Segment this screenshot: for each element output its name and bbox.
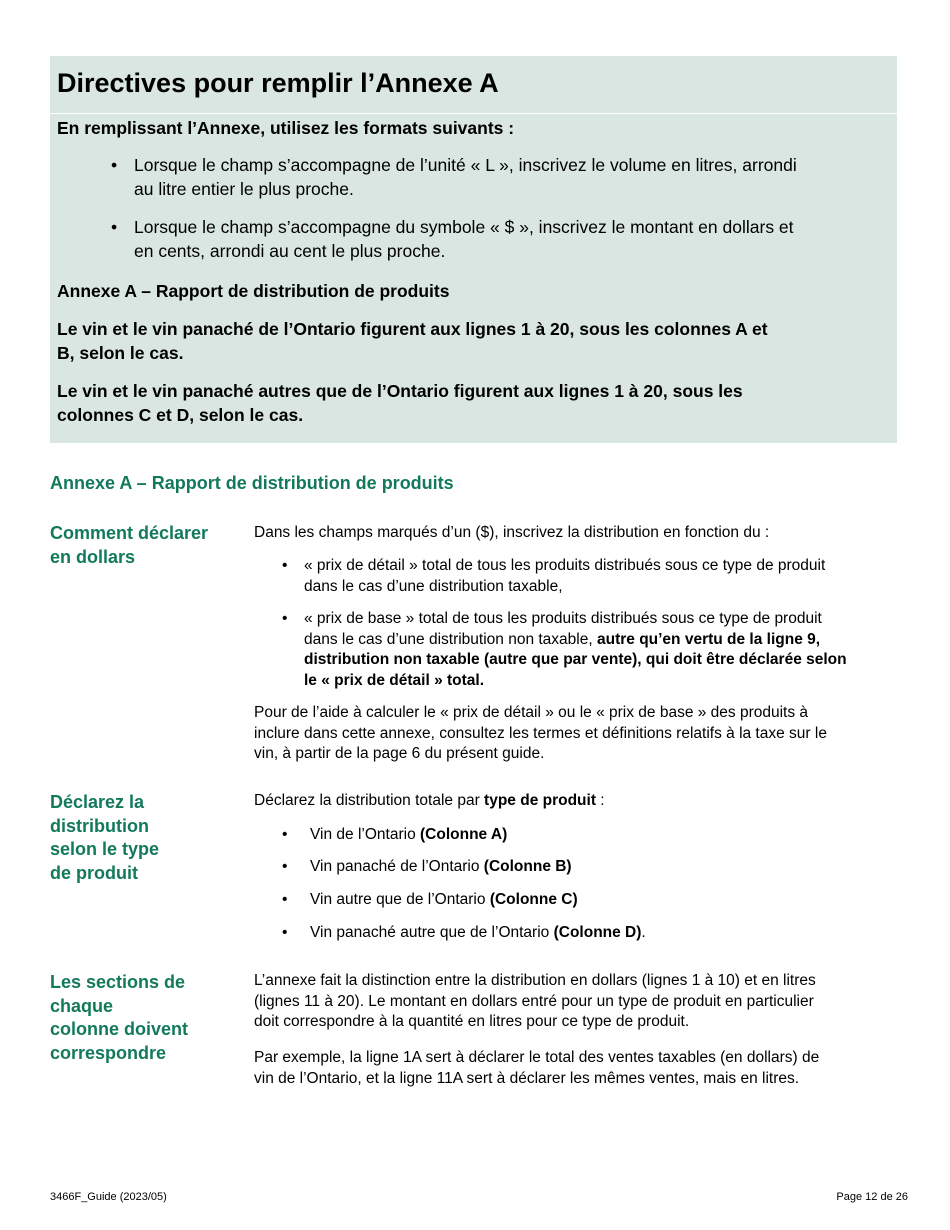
bullet-line: le « prix de détail » total.	[304, 671, 485, 689]
bullet-line	[304, 630, 904, 651]
side-label-line: chaque	[50, 995, 114, 1016]
intro-end: :	[596, 792, 605, 809]
side-label-dollars	[50, 522, 225, 569]
section-heading: Annexe A – Rapport de distribution de produits	[50, 473, 454, 493]
product-name: Vin autre que de l’Ontario	[310, 891, 490, 908]
bullet-line: au litre entier le plus proche.	[134, 179, 354, 199]
bullet-line: dans le cas d’une distribution taxable,	[304, 577, 563, 595]
retail-price-bullet	[282, 556, 904, 597]
bullet-bold-text: autre qu’en vertu de la ligne 9,	[596, 630, 821, 648]
column-ref: (Colonne B)	[483, 858, 572, 875]
base-price-bullet	[282, 609, 904, 691]
bullet-line: « prix de détail » total de tous les produits distribués sous ce type de produit	[304, 557, 826, 574]
note-line: vin, à partir de la page 6 du présent guide.	[254, 745, 545, 762]
product-name: Vin panaché de l’Ontario	[310, 858, 484, 875]
item-end: .	[641, 924, 646, 941]
paragraph-line: doit correspondre à la quantité en litres pour ce type de produit.	[254, 1013, 690, 1030]
side-label-line: Comment déclarer	[50, 523, 209, 543]
column-ref: (Colonne C)	[489, 891, 578, 908]
side-label-line: colonne doivent	[50, 1019, 189, 1039]
bullet-line: en cents, arrondi au cent le plus proche.	[134, 241, 446, 261]
bullet-dot: •	[282, 826, 288, 843]
paragraph-line: colonnes C et D, selon le cas.	[57, 405, 304, 425]
instructions-box	[50, 56, 897, 443]
paragraph-line: Le vin et le vin panaché autres que de l’Ontario figurent aux lignes 1 à 20, sous les	[57, 381, 743, 401]
page-number: Page 12 de 26	[836, 1191, 908, 1203]
paragraph-line: L’annexe fait la distinction entre la distribution en dollars (lignes 1 à 10) et en litres	[254, 972, 816, 989]
format-bullet-litres	[111, 153, 884, 201]
side-label-product-type	[50, 791, 225, 885]
bullet-dot: •	[282, 858, 288, 875]
sections-paragraph-2	[254, 1048, 904, 1089]
side-label-line: Les sections de	[50, 972, 186, 992]
bullet-dot: •	[282, 610, 288, 627]
bullet-line: Lorsque le champ s’accompagne de l’unité « L », inscrivez le volume en litres, arrondi	[134, 155, 797, 175]
note-line: Pour de l’aide à calculer le « prix de détail » ou le « prix de base » des produits à	[254, 704, 809, 721]
price-help-note	[254, 703, 904, 765]
column-ref: (Colonne D)	[553, 924, 642, 941]
bullet-line: « prix de base » total de tous les produits distribués sous ce type de produit	[304, 610, 822, 627]
product-type-intro	[254, 791, 904, 812]
bullet-text: dans le cas d’une distribution non taxable,	[304, 630, 597, 648]
intro-bold-text: type de produit	[484, 792, 596, 809]
product-item	[282, 857, 910, 878]
format-bullet-dollars	[111, 215, 884, 263]
bullet-line: Lorsque le champ s’accompagne du symbole « $ », inscrivez le montant en dollars et	[134, 217, 794, 237]
side-label-line: selon le type	[50, 839, 160, 859]
product-item	[282, 890, 910, 911]
side-label-line: correspondre	[50, 1042, 167, 1063]
dollars-intro: Dans les champs marqués d’un ($), inscrivez la distribution en fonction du :	[254, 524, 770, 541]
bullet-dot: •	[282, 557, 288, 574]
column-ref: (Colonne A)	[420, 826, 508, 843]
bullet-dot: •	[282, 891, 288, 908]
side-label-sections	[50, 971, 225, 1065]
ontario-wine-paragraph	[57, 317, 877, 365]
bullet-dot: •	[282, 924, 288, 941]
paragraph-line: vin de l’Ontario, et la ligne 11A sert à déclarer les mêmes ventes, mais en litres.	[254, 1069, 800, 1087]
paragraph-line: (lignes 11 à 20). Le montant en dollars entré pour un type de produit en particulier	[254, 992, 814, 1010]
side-label-line: en dollars	[50, 546, 136, 567]
annex-title: Annexe A – Rapport de distribution de produits	[57, 281, 450, 301]
product-name: Vin de l’Ontario	[310, 826, 420, 843]
note-line: inclure dans cette annexe, consultez les termes et définitions relatifs à la taxe sur le	[254, 724, 827, 742]
side-label-line: de produit	[50, 862, 138, 883]
paragraph-line: Le vin et le vin panaché de l’Ontario figurent aux lignes 1 à 20, sous les colonnes A et	[57, 319, 768, 339]
side-label-line: Déclarez la	[50, 792, 145, 812]
bullet-dot: •	[111, 155, 118, 175]
side-label-line: distribution	[50, 815, 149, 836]
product-name: Vin panaché autre que de l’Ontario	[310, 924, 554, 941]
form-id: 3466F_Guide (2023/05)	[50, 1191, 167, 1203]
sections-paragraph-1	[254, 971, 904, 1033]
product-item	[282, 923, 910, 944]
bullet-dot: •	[111, 217, 118, 237]
non-ontario-wine-paragraph	[57, 379, 877, 427]
paragraph-line: Par exemple, la ligne 1A sert à déclarer le total des ventes taxables (en dollars) de	[254, 1049, 820, 1066]
instructions-title-row	[50, 56, 897, 114]
formats-intro: En remplissant l’Annexe, utilisez les formats suivants :	[57, 118, 515, 138]
product-item	[282, 825, 910, 846]
intro-text: Déclarez la distribution totale par	[254, 792, 485, 809]
paragraph-line: B, selon le cas.	[57, 343, 184, 363]
page-title: Directives pour remplir l’Annexe A	[57, 68, 499, 98]
bullet-line: distribution non taxable (autre que par vente), qui doit être déclarée selon	[304, 651, 847, 668]
